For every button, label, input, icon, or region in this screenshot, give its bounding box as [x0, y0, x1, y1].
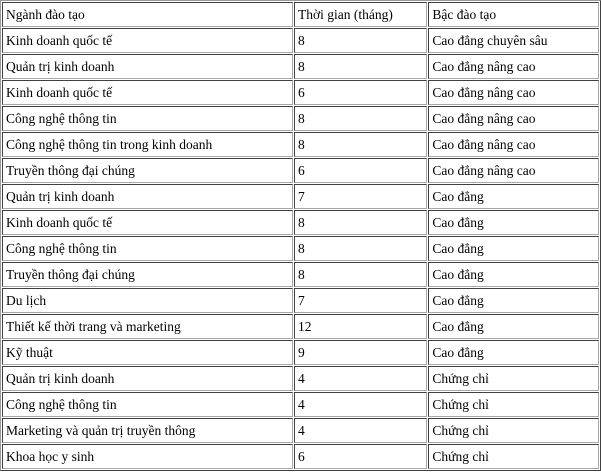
cell-level: Cao đẳng nâng cao: [428, 158, 599, 183]
cell-duration: 8: [294, 106, 427, 131]
cell-level: Cao đẳng: [428, 262, 599, 287]
cell-major: Kinh doanh quốc tế: [2, 210, 293, 235]
table-row: [2, 392, 599, 417]
cell-major: Công nghệ thông tin: [2, 106, 293, 131]
cell-duration: 8: [294, 236, 427, 261]
cell-level: Cao đẳng nâng cao: [428, 106, 599, 131]
cell-duration: 6: [294, 158, 427, 183]
cell-duration: 7: [294, 288, 427, 313]
table-row: [2, 236, 599, 261]
cell-level: Cao đẳng: [428, 184, 599, 209]
table-row: [2, 366, 599, 391]
cell-duration: 6: [294, 444, 427, 469]
table-row: [2, 210, 599, 235]
table-row: [2, 106, 599, 131]
cell-level: Chứng chỉ: [428, 366, 599, 391]
cell-major: Kinh doanh quốc tế: [2, 28, 293, 53]
cell-major: Quản trị kinh doanh: [2, 184, 293, 209]
table-row: [2, 184, 599, 209]
cell-major: Khoa học y sinh: [2, 444, 293, 469]
table-row: [2, 28, 599, 53]
cell-level: Cao đẳng: [428, 314, 599, 339]
table-header-row: [2, 2, 599, 27]
cell-major: Thiết kế thời trang và marketing: [2, 314, 293, 339]
table-row: [2, 288, 599, 313]
cell-major: Công nghệ thông tin: [2, 392, 293, 417]
header-major: Ngành đào tạo: [2, 2, 293, 27]
table-row: [2, 262, 599, 287]
cell-level: Cao đẳng chuyên sâu: [428, 28, 599, 53]
table-row: [2, 314, 599, 339]
cell-level: Cao đẳng: [428, 210, 599, 235]
cell-level: Cao đẳng nâng cao: [428, 132, 599, 157]
header-duration: Thời gian (tháng): [294, 2, 427, 27]
cell-duration: 9: [294, 340, 427, 365]
cell-duration: 6: [294, 80, 427, 105]
table-row: [2, 340, 599, 365]
table-row: [2, 54, 599, 79]
cell-major: Kỹ thuật: [2, 340, 293, 365]
cell-level: Cao đẳng: [428, 236, 599, 261]
cell-major: Công nghệ thông tin: [2, 236, 293, 261]
table-body: [2, 2, 599, 469]
table-row: [2, 132, 599, 157]
table-row: [2, 418, 599, 443]
cell-major: Kinh doanh quốc tế: [2, 80, 293, 105]
cell-level: Chứng chỉ: [428, 444, 599, 469]
cell-duration: 12: [294, 314, 427, 339]
cell-level: Cao đẳng nâng cao: [428, 80, 599, 105]
cell-major: Công nghệ thông tin trong kinh doanh: [2, 132, 293, 157]
cell-duration: 7: [294, 184, 427, 209]
cell-level: Cao đẳng: [428, 288, 599, 313]
cell-major: Quản trị kinh doanh: [2, 54, 293, 79]
cell-major: Truyền thông đại chúng: [2, 262, 293, 287]
cell-duration: 4: [294, 366, 427, 391]
cell-level: Cao đẳng nâng cao: [428, 54, 599, 79]
table-row: [2, 444, 599, 469]
table-row: [2, 158, 599, 183]
cell-duration: 4: [294, 392, 427, 417]
cell-level: Chứng chỉ: [428, 418, 599, 443]
cell-major: Du lịch: [2, 288, 293, 313]
cell-major: Quản trị kinh doanh: [2, 366, 293, 391]
cell-level: Chứng chỉ: [428, 392, 599, 417]
cell-duration: 8: [294, 28, 427, 53]
table-row: [2, 80, 599, 105]
cell-major: Marketing và quản trị truyền thông: [2, 418, 293, 443]
cell-duration: 8: [294, 262, 427, 287]
cell-duration: 8: [294, 210, 427, 235]
cell-duration: 4: [294, 418, 427, 443]
cell-duration: 8: [294, 54, 427, 79]
cell-major: Truyền thông đại chúng: [2, 158, 293, 183]
cell-level: Cao đẳng: [428, 340, 599, 365]
header-level: Bậc đào tạo: [428, 2, 599, 27]
cell-duration: 8: [294, 132, 427, 157]
